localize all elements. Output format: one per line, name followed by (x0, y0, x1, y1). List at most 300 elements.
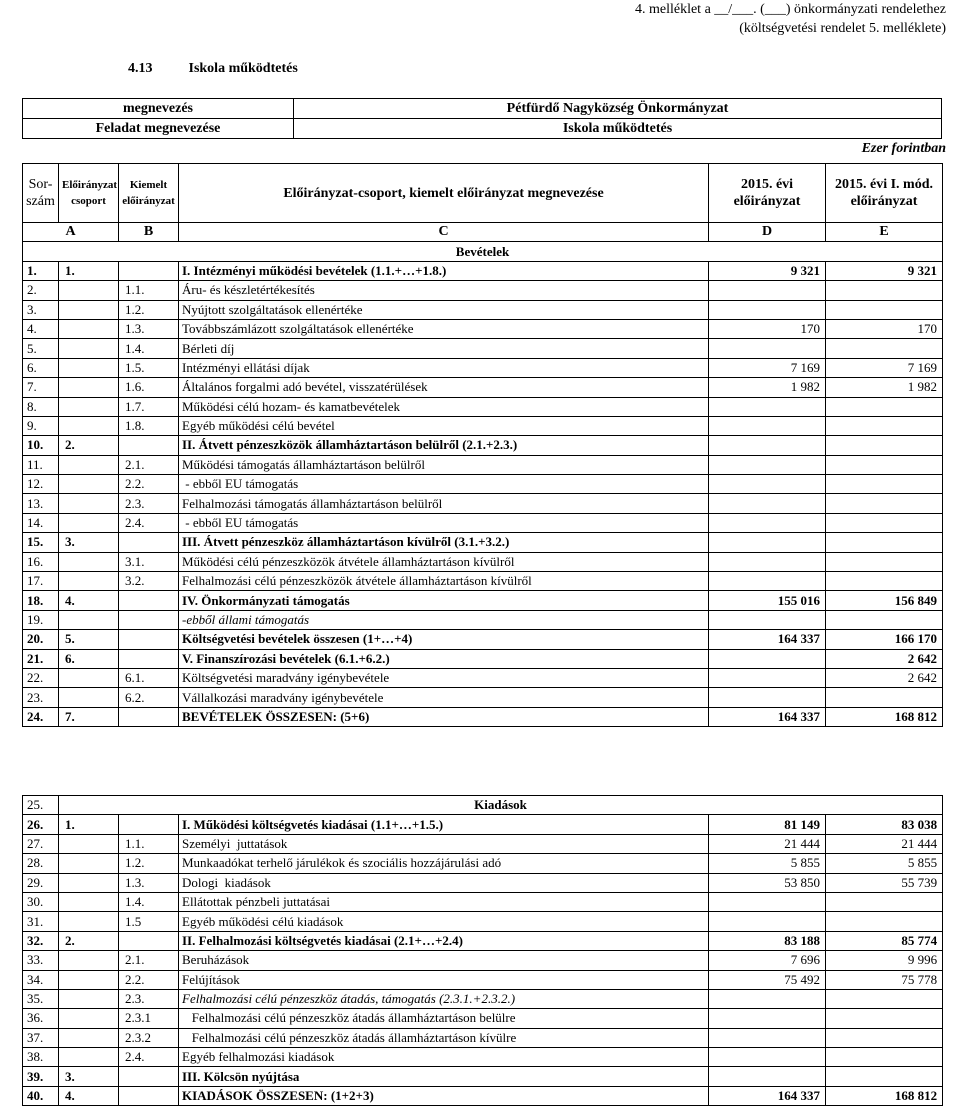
group-code: 3. (59, 533, 119, 552)
value-original (709, 1028, 826, 1047)
group-code (59, 281, 119, 300)
row-number: 17. (23, 572, 59, 591)
item-name: Felújítások (179, 970, 709, 989)
table-row (23, 378, 943, 397)
item-name: Vállalkozási maradvány igénybevétele (179, 688, 709, 707)
item-name: Intézményi ellátási díjak (179, 358, 709, 377)
value-modified (826, 1028, 943, 1047)
document-header (635, 0, 946, 38)
item-name: Működési célú pénzeszközök átvétele államháztartáson kívülről (179, 552, 709, 571)
table-row (23, 1009, 943, 1028)
table-row (23, 854, 943, 873)
value-modified (826, 455, 943, 474)
row-number: 7. (23, 378, 59, 397)
value-modified: 2 642 (826, 649, 943, 668)
item-name: Költségvetési bevételek összesen (1+…+4) (179, 630, 709, 649)
header-line-2: (költségvetési rendelet 5. melléklete) (739, 21, 946, 36)
group-code (59, 319, 119, 338)
letter-c: C (179, 223, 709, 242)
value-original (709, 475, 826, 494)
row-number: 33. (23, 951, 59, 970)
value-original: 7 696 (709, 951, 826, 970)
row-number: 13. (23, 494, 59, 513)
value-original (709, 455, 826, 474)
table-row (23, 668, 943, 687)
group-code (59, 688, 119, 707)
revenue-caption-row (23, 242, 943, 261)
item-code (119, 261, 179, 280)
table-row (23, 591, 943, 610)
item-code: 2.1. (119, 455, 179, 474)
value-modified (826, 1067, 943, 1086)
table-row (23, 300, 943, 319)
group-code: 5. (59, 630, 119, 649)
value-modified: 156 849 (826, 591, 943, 610)
table-row (23, 912, 943, 931)
table-row (23, 552, 943, 571)
info-row (23, 99, 942, 119)
group-code (59, 455, 119, 474)
group-code (59, 378, 119, 397)
item-code: 2.1. (119, 951, 179, 970)
table-row (23, 339, 943, 358)
value-modified (826, 300, 943, 319)
value-modified: 1 982 (826, 378, 943, 397)
row-number: 9. (23, 416, 59, 435)
item-name: V. Finanszírozási bevételek (6.1.+6.2.) (179, 649, 709, 668)
row-number: 14. (23, 513, 59, 532)
group-code (59, 1009, 119, 1028)
col-header-csoport: Előirányzat csoport (59, 164, 119, 223)
col-header-e: 2015. évi I. mód. előirányzat (826, 164, 943, 223)
group-code (59, 873, 119, 892)
value-modified (826, 892, 943, 911)
row-number: 39. (23, 1067, 59, 1086)
item-code: 3.2. (119, 572, 179, 591)
table-row (23, 416, 943, 435)
item-name: IV. Önkormányzati támogatás (179, 591, 709, 610)
value-original: 164 337 (709, 1086, 826, 1105)
table-row (23, 815, 943, 834)
row-number: 24. (23, 707, 59, 726)
row-number: 20. (23, 630, 59, 649)
group-code: 2. (59, 436, 119, 455)
item-name: Áru- és készletértékesítés (179, 281, 709, 300)
row-number: 3. (23, 300, 59, 319)
table-row (23, 1067, 943, 1086)
group-code: 1. (59, 261, 119, 280)
row-number: 5. (23, 339, 59, 358)
value-original: 21 444 (709, 834, 826, 853)
item-name: Működési célú hozam- és kamatbevételek (179, 397, 709, 416)
item-code: 6.2. (119, 688, 179, 707)
row-number: 36. (23, 1009, 59, 1028)
group-code (59, 854, 119, 873)
row-number: 27. (23, 834, 59, 853)
item-code: 1.1. (119, 281, 179, 300)
value-original: 170 (709, 319, 826, 338)
item-name: II. Felhalmozási költségvetés kiadásai (2.1+…+2.4) (179, 931, 709, 950)
table-row (23, 572, 943, 591)
group-code: 4. (59, 1086, 119, 1105)
table-row (23, 1086, 943, 1105)
row-number: 15. (23, 533, 59, 552)
item-name: Munkaadókat terhelő járulékok és szociális hozzájárulási adó (179, 854, 709, 873)
value-original: 155 016 (709, 591, 826, 610)
letter-e: E (826, 223, 943, 242)
group-code (59, 416, 119, 435)
item-code (119, 1067, 179, 1086)
item-code: 1.1. (119, 834, 179, 853)
table-row (23, 494, 943, 513)
row-number: 11. (23, 455, 59, 474)
row-number: 4. (23, 319, 59, 338)
value-original: 7 169 (709, 358, 826, 377)
value-original: 81 149 (709, 815, 826, 834)
value-original (709, 397, 826, 416)
value-modified: 170 (826, 319, 943, 338)
item-name: Bérleti díj (179, 339, 709, 358)
value-original: 83 188 (709, 931, 826, 950)
item-name: Dologi kiadások (179, 873, 709, 892)
item-name: Működési támogatás államháztartáson belülről (179, 455, 709, 474)
section-number: 4.13 (128, 61, 153, 76)
value-modified: 166 170 (826, 630, 943, 649)
value-original (709, 892, 826, 911)
item-code (119, 815, 179, 834)
group-code (59, 397, 119, 416)
item-name: Felhalmozási célú pénzeszközök átvétele államháztartáson kívülről (179, 572, 709, 591)
group-code: 3. (59, 1067, 119, 1086)
value-modified (826, 475, 943, 494)
item-code: 1.3. (119, 873, 179, 892)
table-row (23, 281, 943, 300)
table-row (23, 970, 943, 989)
item-name: Felhalmozási célú pénzeszköz átadás államháztartáson kívülre (179, 1028, 709, 1047)
item-code (119, 591, 179, 610)
section-title (128, 61, 334, 77)
col-header-sorszam: Sor-szám (23, 164, 59, 223)
item-name: Felhalmozási célú pénzeszköz átadás, támogatás (2.3.1.+2.3.2.) (179, 989, 709, 1008)
item-code: 2.3. (119, 494, 179, 513)
value-modified: 85 774 (826, 931, 943, 950)
item-code: 1.5. (119, 358, 179, 377)
item-name: II. Átvett pénzeszközök államháztartáson belülről (2.1.+2.3.) (179, 436, 709, 455)
item-name: Nyújtott szolgáltatások ellenértéke (179, 300, 709, 319)
row-number: 10. (23, 436, 59, 455)
item-code: 1.6. (119, 378, 179, 397)
value-modified: 21 444 (826, 834, 943, 853)
value-original (709, 552, 826, 571)
item-code: 2.3.2 (119, 1028, 179, 1047)
letter-b: B (119, 223, 179, 242)
value-modified (826, 572, 943, 591)
value-original (709, 610, 826, 629)
value-original (709, 436, 826, 455)
item-code: 1.4. (119, 339, 179, 358)
value-original (709, 572, 826, 591)
table-row (23, 533, 943, 552)
letter-a: A (23, 223, 119, 242)
group-code (59, 989, 119, 1008)
row-number: 32. (23, 931, 59, 950)
group-code (59, 668, 119, 687)
row-number: 28. (23, 854, 59, 873)
letter-row (23, 223, 943, 242)
value-modified: 75 778 (826, 970, 943, 989)
row-number: 8. (23, 397, 59, 416)
value-modified (826, 494, 943, 513)
value-modified (826, 552, 943, 571)
row-number: 6. (23, 358, 59, 377)
group-code (59, 475, 119, 494)
expense-caption-row (23, 796, 943, 815)
header-line-1: 4. melléklet a __/___. (___) önkormányzati rendelethez (634, 2, 946, 17)
row-number: 19. (23, 610, 59, 629)
value-original (709, 989, 826, 1008)
item-name: Egyéb működési célú bevétel (179, 416, 709, 435)
item-code (119, 610, 179, 629)
info-label: Feladat megnevezése (23, 119, 294, 139)
table-row (23, 649, 943, 668)
value-original (709, 912, 826, 931)
value-original (709, 688, 826, 707)
row-number: 21. (23, 649, 59, 668)
item-code: 1.7. (119, 397, 179, 416)
expense-table (22, 795, 943, 1106)
item-name: Beruházások (179, 951, 709, 970)
item-code: 2.3. (119, 989, 179, 1008)
item-code (119, 707, 179, 726)
item-code: 1.4. (119, 892, 179, 911)
row-number: 29. (23, 873, 59, 892)
item-code: 1.5 (119, 912, 179, 931)
table-row (23, 873, 943, 892)
table-row (23, 319, 943, 338)
item-name: -ebből állami támogatás (179, 610, 709, 629)
row-number: 38. (23, 1048, 59, 1067)
value-original: 164 337 (709, 630, 826, 649)
group-code (59, 552, 119, 571)
item-code (119, 630, 179, 649)
group-code (59, 912, 119, 931)
item-code: 1.3. (119, 319, 179, 338)
value-original: 9 321 (709, 261, 826, 280)
section-name: Iskola működtetés (188, 61, 298, 76)
row-number: 30. (23, 892, 59, 911)
value-original: 164 337 (709, 707, 826, 726)
item-name: Egyéb működési célú kiadások (179, 912, 709, 931)
group-code: 7. (59, 707, 119, 726)
value-modified (826, 533, 943, 552)
row-number: 34. (23, 970, 59, 989)
table-row (23, 892, 943, 911)
value-original (709, 668, 826, 687)
info-table (22, 98, 942, 139)
item-code: 2.3.1 (119, 1009, 179, 1028)
revenue-table (22, 163, 943, 727)
value-modified: 168 812 (826, 707, 943, 726)
item-name: - ebből EU támogatás (179, 513, 709, 532)
value-modified: 2 642 (826, 668, 943, 687)
row-number: 2. (23, 281, 59, 300)
table-row (23, 455, 943, 474)
col-header-megnevezes: Előirányzat-csoport, kiemelt előirányzat megnevezése (179, 164, 709, 223)
table-row (23, 989, 943, 1008)
value-original: 53 850 (709, 873, 826, 892)
group-code (59, 834, 119, 853)
table-row (23, 397, 943, 416)
item-name: Költségvetési maradvány igénybevétele (179, 668, 709, 687)
table-row (23, 475, 943, 494)
item-name: BEVÉTELEK ÖSSZESEN: (5+6) (179, 707, 709, 726)
item-code: 6.1. (119, 668, 179, 687)
value-modified (826, 436, 943, 455)
row-number: 40. (23, 1086, 59, 1105)
value-modified: 5 855 (826, 854, 943, 873)
value-original (709, 533, 826, 552)
item-name: Egyéb felhalmozási kiadások (179, 1048, 709, 1067)
column-header-row (23, 164, 943, 223)
row-number: 1. (23, 261, 59, 280)
item-name: III. Kölcsön nyújtása (179, 1067, 709, 1086)
group-code (59, 358, 119, 377)
value-modified (826, 610, 943, 629)
group-code (59, 610, 119, 629)
item-code (119, 649, 179, 668)
table-row (23, 688, 943, 707)
table-row (23, 358, 943, 377)
value-modified (826, 1048, 943, 1067)
col-header-d: 2015. évi előirányzat (709, 164, 826, 223)
item-name: I. Intézményi működési bevételek (1.1.+…+1.8.) (179, 261, 709, 280)
value-original (709, 416, 826, 435)
item-name: Általános forgalmi adó bevétel, visszatérülések (179, 378, 709, 397)
item-code (119, 931, 179, 950)
row-number: 12. (23, 475, 59, 494)
value-original: 75 492 (709, 970, 826, 989)
item-name: Felhalmozási támogatás államháztartáson belülről (179, 494, 709, 513)
value-modified: 7 169 (826, 358, 943, 377)
group-code: 6. (59, 649, 119, 668)
item-name: Továbbszámlázott szolgáltatások ellenértéke (179, 319, 709, 338)
value-modified (826, 281, 943, 300)
item-name: Felhalmozási célú pénzeszköz átadás államháztartáson belülre (179, 1009, 709, 1028)
table-row (23, 1048, 943, 1067)
item-code: 2.4. (119, 513, 179, 532)
value-original (709, 300, 826, 319)
item-code: 2.2. (119, 970, 179, 989)
value-original (709, 281, 826, 300)
row-number: 22. (23, 668, 59, 687)
group-code (59, 339, 119, 358)
table-row (23, 610, 943, 629)
item-code (119, 533, 179, 552)
item-name: - ebből EU támogatás (179, 475, 709, 494)
value-modified (826, 416, 943, 435)
item-code: 1.2. (119, 854, 179, 873)
value-modified: 9 321 (826, 261, 943, 280)
value-original (709, 339, 826, 358)
row-number: 18. (23, 591, 59, 610)
info-row (23, 119, 942, 139)
table-row (23, 931, 943, 950)
table-row (23, 630, 943, 649)
item-name: I. Működési költségvetés kiadásai (1.1+…+1.5.) (179, 815, 709, 834)
group-code (59, 572, 119, 591)
value-modified: 83 038 (826, 815, 943, 834)
info-label: megnevezés (23, 99, 294, 119)
item-name: III. Átvett pénzeszköz államháztartáson kívülről (3.1.+3.2.) (179, 533, 709, 552)
row-number: 25. (23, 796, 59, 815)
item-name: KIADÁSOK ÖSSZESEN: (1+2+3) (179, 1086, 709, 1105)
revenue-caption: Bevételek (23, 242, 943, 261)
group-code: 4. (59, 591, 119, 610)
group-code (59, 951, 119, 970)
value-modified: 168 812 (826, 1086, 943, 1105)
table-row (23, 1028, 943, 1047)
group-code (59, 513, 119, 532)
group-code (59, 494, 119, 513)
value-modified (826, 688, 943, 707)
item-code: 2.4. (119, 1048, 179, 1067)
value-original: 5 855 (709, 854, 826, 873)
table-row (23, 513, 943, 532)
item-code: 2.2. (119, 475, 179, 494)
value-modified: 55 739 (826, 873, 943, 892)
group-code (59, 300, 119, 319)
item-code (119, 1086, 179, 1105)
value-original (709, 1048, 826, 1067)
group-code: 1. (59, 815, 119, 834)
info-value: Iskola működtetés (294, 119, 942, 139)
row-number: 16. (23, 552, 59, 571)
table-row (23, 834, 943, 853)
table-row (23, 707, 943, 726)
table-row (23, 261, 943, 280)
value-modified (826, 989, 943, 1008)
value-modified (826, 912, 943, 931)
table-row (23, 951, 943, 970)
row-number: 23. (23, 688, 59, 707)
item-name: Ellátottak pénzbeli juttatásai (179, 892, 709, 911)
value-original (709, 1067, 826, 1086)
value-original (709, 513, 826, 532)
table-row (23, 436, 943, 455)
expense-caption: Kiadások (59, 796, 943, 815)
value-original (709, 1009, 826, 1028)
value-modified (826, 1009, 943, 1028)
value-original: 1 982 (709, 378, 826, 397)
item-code: 1.2. (119, 300, 179, 319)
value-modified: 9 996 (826, 951, 943, 970)
letter-d: D (709, 223, 826, 242)
item-code: 1.8. (119, 416, 179, 435)
item-code (119, 436, 179, 455)
group-code (59, 892, 119, 911)
item-code: 3.1. (119, 552, 179, 571)
unit-label: Ezer forintban (861, 141, 946, 156)
row-number: 26. (23, 815, 59, 834)
group-code (59, 970, 119, 989)
group-code (59, 1048, 119, 1067)
item-name: Személyi juttatások (179, 834, 709, 853)
value-modified (826, 513, 943, 532)
group-code (59, 1028, 119, 1047)
group-code: 2. (59, 931, 119, 950)
row-number: 31. (23, 912, 59, 931)
info-value: Pétfürdő Nagyközség Önkormányzat (294, 99, 942, 119)
